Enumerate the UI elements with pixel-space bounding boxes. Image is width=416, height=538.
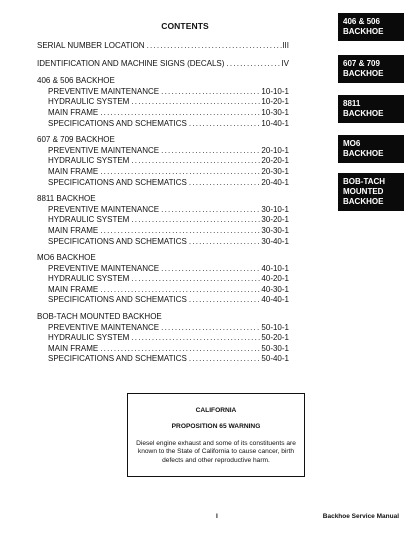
toc-label: PREVENTIVE MAINTENANCE [48,322,160,332]
toc-page: 20-30-1 [261,166,289,176]
dot-leader [98,167,261,178]
toc-page: 50-20-1 [261,333,289,343]
tab-label: BACKHOE [343,197,384,206]
toc-page: 50-10-1 [261,322,289,332]
toc-page: 30-30-1 [261,225,289,235]
toc-page: 30-20-1 [261,215,289,225]
section-heading: 8811 BACKHOE [37,194,96,204]
toc-page: 40-30-1 [261,284,289,294]
tab-406-506-backhoe[interactable] [338,13,404,41]
toc-row[interactable] [37,295,289,306]
tab-label: 406 & 506 [343,17,380,26]
manual-title: Backhoe Service Manual [322,513,399,520]
dot-leader [129,274,261,285]
toc-page: 10-20-1 [261,97,289,107]
dot-leader [159,323,261,334]
dot-leader [98,226,261,237]
toc-label: PREVENTIVE MAINTENANCE [48,145,160,155]
toc-row[interactable] [37,333,289,344]
toc-label: IDENTIFICATION AND MACHINE SIGNS (DECALS) [37,58,225,68]
toc-row[interactable] [37,215,289,226]
tab-607-709-backhoe[interactable] [338,55,404,83]
toc-row[interactable] [37,274,289,285]
toc-label: HYDRAULIC SYSTEM [48,274,130,284]
toc-label: PREVENTIVE MAINTENANCE [48,204,160,214]
toc-label: SPECIFICATIONS AND SCHEMATICS [48,236,187,246]
toc-label: MAIN FRAME [48,343,99,353]
toc-row[interactable] [37,97,289,108]
toc-row[interactable] [37,108,289,119]
section-heading: MO6 BACKHOE [37,253,96,263]
toc-row[interactable] [37,205,289,216]
toc-row[interactable] [37,237,289,248]
toc-page: 10-30-1 [261,107,289,117]
toc-page: 40-40-1 [261,295,289,305]
section-heading: 607 & 709 BACKHOE [37,135,115,145]
toc-page: IV [281,58,289,68]
toc-row[interactable] [37,87,289,98]
toc-row[interactable] [37,226,289,237]
toc-row[interactable] [37,167,289,178]
toc-label: SPECIFICATIONS AND SCHEMATICS [48,118,187,128]
dot-leader [145,41,283,52]
toc-row[interactable] [37,264,289,275]
tab-label: MOUNTED [343,187,384,196]
dot-leader [187,119,262,130]
dot-leader [129,97,261,108]
toc-row[interactable] [37,156,289,167]
toc-page: 20-10-1 [261,145,289,155]
tab-label: 607 & 709 [343,59,380,68]
page-number: I [216,513,218,520]
toc-page: 50-30-1 [261,343,289,353]
toc-row[interactable] [37,354,289,365]
tab-label: 8811 [343,99,361,108]
dot-leader [187,237,262,248]
tab-label: BACKHOE [343,109,384,118]
toc-row[interactable] [37,146,289,157]
section-heading: 406 & 506 BACKHOE [37,76,115,86]
toc-label: MAIN FRAME [48,225,99,235]
toc-page: 40-10-1 [261,263,289,273]
dot-leader [159,205,261,216]
toc-page: 20-20-1 [261,156,289,166]
dot-leader [187,295,262,306]
toc-label: MAIN FRAME [48,107,99,117]
tab-label: BACKHOE [343,69,384,78]
toc-row-serial[interactable] [37,41,289,52]
tab-mo6-backhoe[interactable] [338,135,404,163]
toc-page: 20-40-1 [261,177,289,187]
toc-page: 10-40-1 [261,118,289,128]
toc-page: 30-40-1 [261,236,289,246]
toc-label: HYDRAULIC SYSTEM [48,333,130,343]
dot-leader [98,108,261,119]
toc-row[interactable] [37,178,289,189]
tab-bob-tach-mounted-backhoe[interactable] [338,173,404,211]
toc-page: 10-10-1 [261,86,289,96]
toc-label: PREVENTIVE MAINTENANCE [48,86,160,96]
tab-label: BACKHOE [343,27,384,36]
toc-page: 50-40-1 [261,354,289,364]
tab-8811-backhoe[interactable] [338,95,404,123]
section-heading: BOB-TACH MOUNTED BACKHOE [37,312,162,322]
toc-row-identification[interactable] [37,59,289,70]
dot-leader [129,215,261,226]
toc-label: SERIAL NUMBER LOCATION [37,41,145,50]
table-of-contents [37,41,289,365]
dot-leader [159,87,261,98]
toc-page: 30-10-1 [261,204,289,214]
toc-label: HYDRAULIC SYSTEM [48,156,130,166]
toc-label: MAIN FRAME [48,284,99,294]
toc-label: HYDRAULIC SYSTEM [48,215,130,225]
tab-label: MO6 [343,139,361,148]
toc-label: HYDRAULIC SYSTEM [48,97,130,107]
toc-page: 40-20-1 [261,274,289,284]
toc-label: SPECIFICATIONS AND SCHEMATICS [48,354,187,364]
dot-leader [98,285,261,296]
dot-leader [187,178,262,189]
toc-row[interactable] [37,323,289,334]
toc-label: SPECIFICATIONS AND SCHEMATICS [48,177,187,187]
dot-leader [187,354,262,365]
toc-label: MAIN FRAME [48,166,99,176]
prop65-warning-box [127,393,305,477]
dot-leader [129,156,261,167]
toc-row[interactable] [37,285,289,296]
toc-label: PREVENTIVE MAINTENANCE [48,263,160,273]
tab-label: BOB-TACH [343,177,386,186]
dot-leader [129,333,261,344]
toc-row[interactable] [37,344,289,355]
dot-leader [224,59,281,70]
dot-leader [98,344,261,355]
dot-leader [159,146,261,157]
toc-page: III [282,41,289,50]
notice-subheading: PROPOSITION 65 WARNING [171,423,261,431]
toc-label: SPECIFICATIONS AND SCHEMATICS [48,295,187,305]
toc-row[interactable] [37,119,289,130]
tab-label: BACKHOE [343,149,384,158]
dot-leader [159,264,261,275]
notice-heading: CALIFORNIA [195,407,237,414]
notice-body: Diesel engine exhaust and some of its constituents are known to the State of California to cause cancer, birth defects and other reproductive harm. [136,439,296,464]
page-title: CONTENTS [161,21,209,31]
